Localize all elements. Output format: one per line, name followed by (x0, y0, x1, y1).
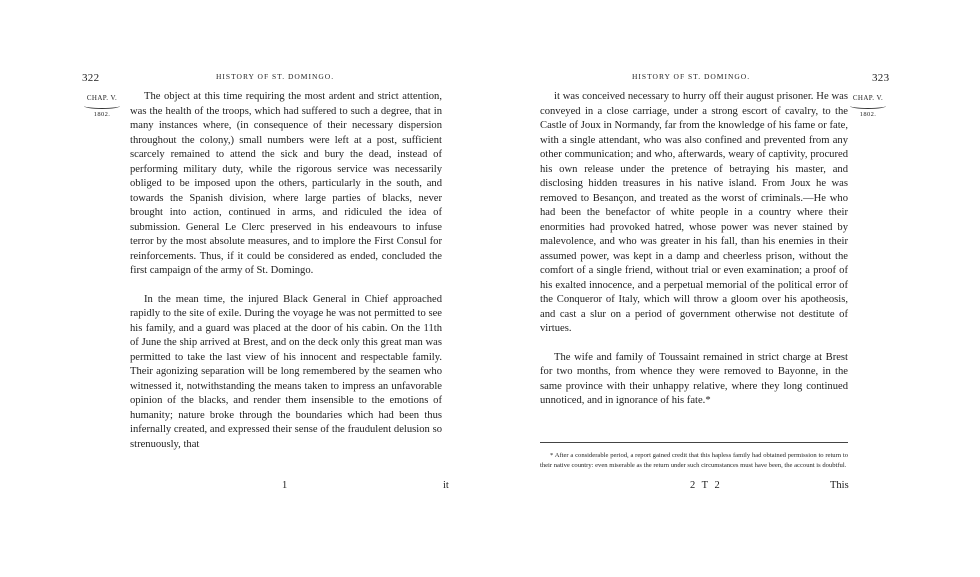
page-number: 323 (872, 72, 890, 84)
margin-note (848, 94, 888, 119)
paragraph: The wife and family of Toussaint remained in strict charge at Brest for two months, from whence they were removed to Bayonne, in the same province with their unhappy relative, where they long continued unnoticed, and in ignorance of his fate.* (540, 351, 848, 406)
margin-brace (84, 103, 120, 109)
paragraph: it was conceived necessary to hurry off their august prisoner. He was conveyed in a close carriage, under a strong escort of cavalry, to the Castle of Joux in Normandy, far from the knowledge of his fame or fate, with a single attendant, who was also confined and prevented from any other communication; and who, afterwards, weary of captivity, procured his own release under the pretence of betraying his master, and disclosing hidden treasures in his native island. From Joux he was removed to Besançon, and treated as the worst of criminals.—He who had been the benefactor of white people in a country where their enormities had provoked hatred, whose power was never stained by malevolence, and who was greater in his fall, than his enemies in their assumed power, was kept in a damp and cheerless prison, without the comfort of a single friend, without trial or even examination; a proof of his exalted innocence, and a perpetual memorial of the political error of the Conqueror of Italy, which will throw a gloom over his apotheosis, and cast a slur on a period of government otherwise not destitute of virtues. (540, 91, 848, 334)
page-number: 322 (82, 72, 100, 84)
margin-year: 1802. (859, 111, 877, 118)
margin-brace (850, 103, 886, 109)
margin-note (82, 94, 122, 119)
margin-chapter: CHAP. V. (852, 94, 884, 102)
catchword: it (443, 480, 449, 491)
paragraph: In the mean time, the injured Black General in Chief approached rapidly to the site of exile. During the voyage he was not permitted to see his family, and a guard was placed at the door of his cabin. On the 11th of June the ship arrived at Brest, and on the deck only this great man was permitted to take the last view of his innocent and respectable family. Their agonizing separation will be long remembered by the seamen who witnessed it, notwithstanding the means taken to impress an unfavorable opinion of the blacks, and render them insensible to the emotions of humanity; nature broke through the boundaries which had been thus infernally created, and expressed their sense of the fraudulent delusion so strenuously, that (130, 293, 442, 450)
footnote-text: * After a considerable period, a report gained credit that this hapless family had obtained permission to return to their native country: even miserable as the return under such circumstances must have been, the account is doubtful. (540, 452, 848, 469)
margin-year: 1802. (93, 111, 111, 118)
footnote (540, 451, 848, 470)
catchword: This (830, 480, 849, 491)
body-text (540, 90, 848, 409)
footnote-rule (540, 442, 848, 443)
running-head: HISTORY OF ST. DOMINGO. (216, 72, 335, 81)
running-head: HISTORY OF ST. DOMINGO. (632, 72, 751, 81)
right-page (490, 0, 980, 577)
signature-mark: 1 (282, 480, 288, 491)
signature-mark: 2 T 2 (690, 480, 722, 491)
paragraph: The object at this time requiring the most ardent and strict attention, was the health of the troops, which had suffered to such a degree, that in many instances where, (in consequence of their necessary dispersion throughout the colony,) small numbers were left at a post, sufficient scarcely remained to attend the sick and bury the dead, instead of performing military duty, while the rigorous service was necessarily obliged to be imposed upon the others, particularly in the south, and towards the Spanish division, where large parties of blacks, never brought into action, continued in arms, and ridiculed the idea of submission. General Le Clerc preserved in his endeavours to infuse terror by the most absolute measures, and to implore the First Consul for reinforcements. Thus, if it could be considered as ended, concluded the first campaign of the army of St. Domingo. (130, 91, 442, 276)
body-text (130, 90, 442, 452)
margin-chapter: CHAP. V. (86, 94, 118, 102)
